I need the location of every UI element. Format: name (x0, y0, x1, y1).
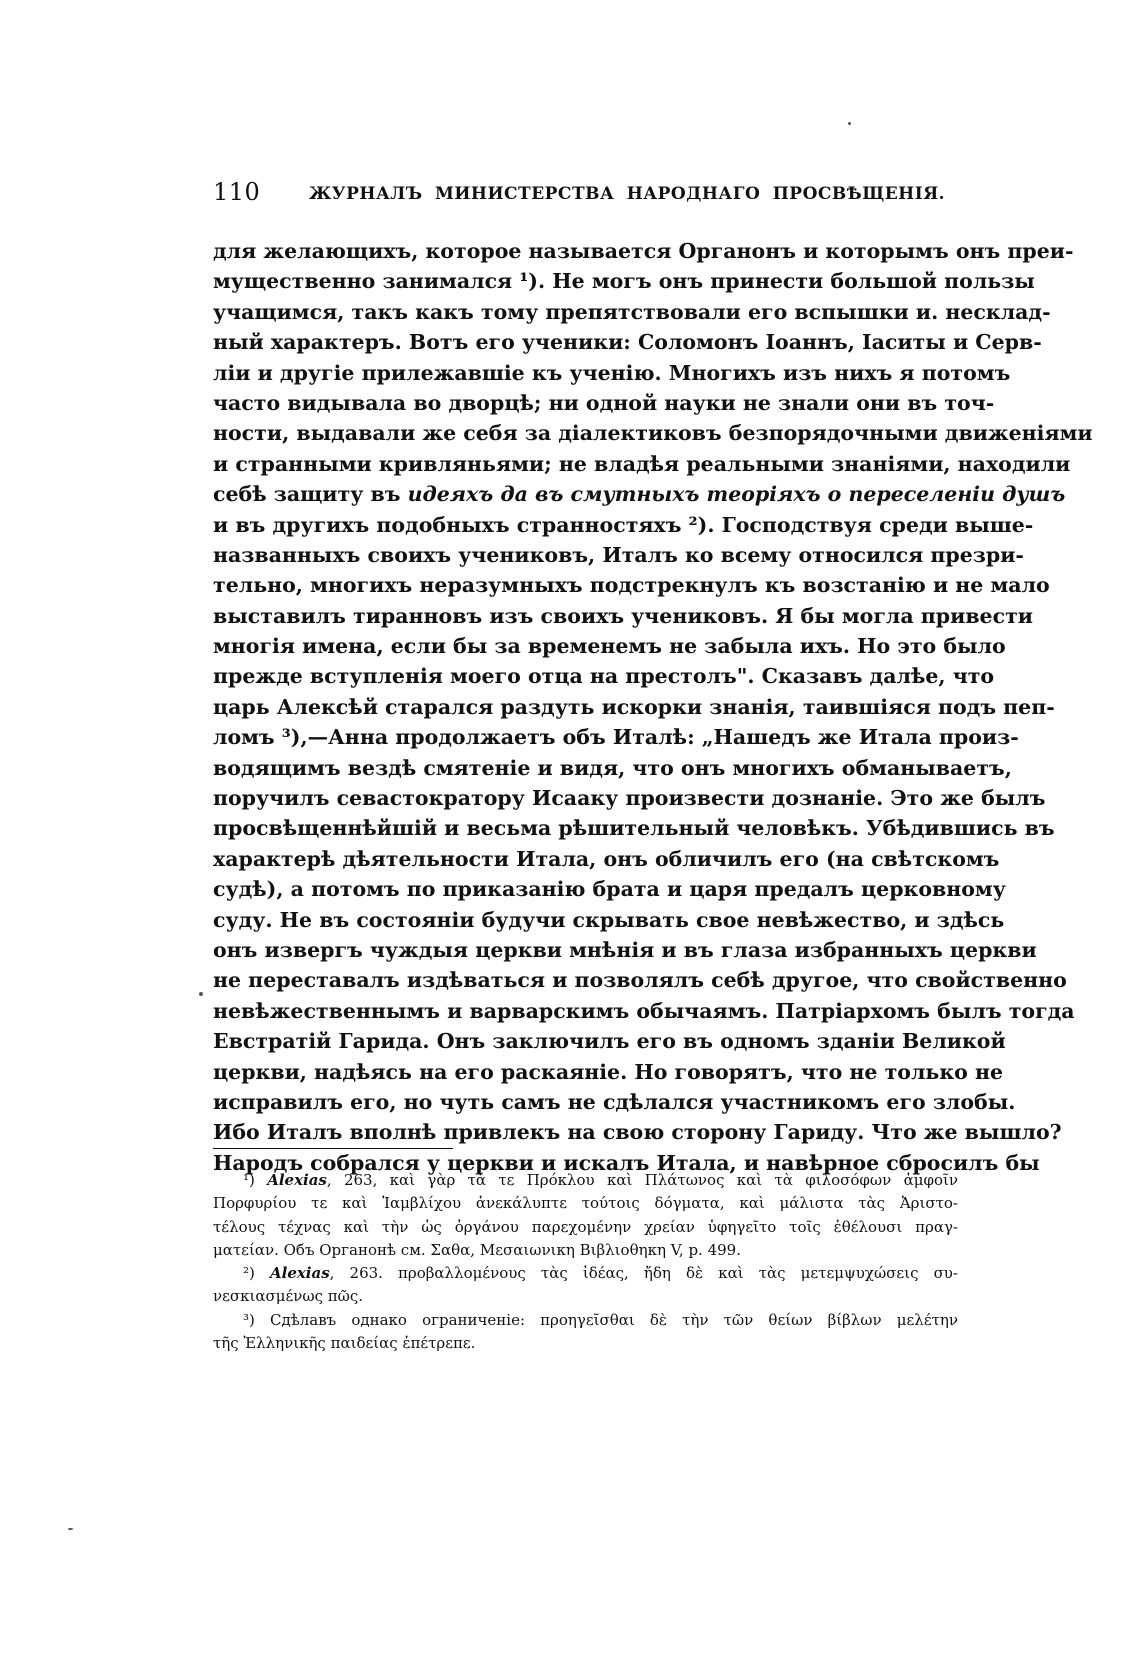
footnote-segment: , 263, καὶ γὰρ τά τε Πρόκλου καὶ Πλάτωνος καὶ τὰ φιλοσόφων ἀμφοῖν (326, 1171, 959, 1189)
text-line (213, 813, 1055, 843)
text-line (213, 601, 1033, 631)
footnote-segment: νεσκιασμένως πῶς. (213, 1287, 364, 1306)
text-line (213, 661, 995, 691)
text-segment: не переставалъ издѣваться и позволялъ себѣ другое, что свойственно (213, 968, 1067, 993)
text-line (213, 1026, 1006, 1056)
text-line (213, 844, 1000, 874)
text-segment: водящимъ вездѣ смятеніе и видя, что онъ многихъ обманываетъ, (213, 755, 1012, 780)
footnote-segment: ²) (243, 1264, 270, 1283)
text-line (213, 388, 995, 418)
text-line (213, 996, 1075, 1026)
footnote-segment: ³) Сдѣлавъ однако ограниченіе: προηγεῖσθαι δὲ τὴν τῶν θείων βίβλων μελέτην (243, 1310, 958, 1329)
footnote-segment: Alexias (267, 1171, 327, 1189)
text-segment: учащимся, такъ какъ тому препятствовали его вспышки и. несклад- (213, 299, 1051, 324)
text-line (213, 358, 1011, 388)
text-segment: Народъ собрался у церкви и искалъ Итала, и навѣрное сбросилъ бы (213, 1150, 1040, 1175)
footnote-line (213, 1332, 958, 1355)
text-line (213, 418, 1093, 448)
text-segment: прежде вступленія моего отца на престолъ". Сказавъ далѣе, что (213, 664, 995, 689)
text-line (213, 905, 1005, 935)
text-line (213, 753, 1012, 783)
text-segment: царь Алексѣй старался раздуть искорки знанія, таившіяся подъ пеп- (213, 694, 1055, 719)
footnote-segment: τῆς Ἑλληνικῆς παιδείας ἐπέτρεπε. (213, 1334, 476, 1353)
footnote-line (213, 1285, 958, 1308)
footnote-segment: , 263. προβαλλομένους τὰς ἰδέας, ἤδη δὲ καὶ τὰς μετεμψυχώσεις συ- (329, 1264, 958, 1283)
text-segment: ломъ ³),—Анна продолжаетъ объ Италѣ: „Нашедъ же Итала произ- (213, 725, 1019, 750)
text-line (213, 570, 1050, 600)
text-segment: просвѣщеннѣйшій и весьма рѣшительный человѣкъ. Убѣдившись въ (213, 816, 1055, 841)
text-line (213, 935, 1037, 965)
text-segment: поручилъ севастократору Исааку произвести дознаніе. Это же былъ (213, 786, 1046, 811)
text-line (213, 783, 1046, 813)
footnote-line (213, 1169, 958, 1192)
text-segment: характерѣ дѣятельности Итала, онъ обличилъ его (на свѣтскомъ (213, 846, 1000, 871)
footnote-line (213, 1309, 958, 1332)
scan-speck (199, 992, 203, 996)
text-line (213, 327, 1042, 357)
footnote-line (213, 1239, 958, 1262)
footnote-segment: Alexias (269, 1264, 330, 1283)
text-line (213, 1057, 1003, 1087)
footnote-line (213, 1262, 958, 1285)
text-line (213, 449, 1071, 479)
text-segment: исправилъ его, но чуть самъ не сдѣлался участникомъ его злобы. (213, 1089, 1016, 1114)
text-segment: Евстратій Гарида. Онъ заключилъ его въ одномъ зданіи Великой (213, 1029, 1006, 1054)
footnote-segment: τέλους τέχνας καὶ τὴν ὡς ὀργάνου παρεχομένην χρείαν ὑφηγεῖτο τοῖς ἐθέλουσι πραγ- (213, 1217, 958, 1236)
text-segment: многія имена, если бы за временемъ не забыла ихъ. Но это было (213, 634, 1006, 659)
footnote-segment: ματείαν. Объ Органонѣ см. Σαθα, Μεσαιωνικη Βιβλιοθηκη V, p. 499. (213, 1240, 741, 1259)
text-segment: тельно, многихъ неразумныхъ подстрекнулъ къ возстанію и не мало (213, 573, 1050, 598)
text-line (213, 266, 1035, 296)
footnote (213, 1309, 958, 1356)
text-segment: церкви, надѣясь на его раскаяніе. Но говорятъ, что не только не (213, 1059, 1003, 1084)
text-line (213, 540, 1024, 570)
footnote (213, 1169, 958, 1262)
page-number: 110 (213, 178, 261, 206)
text-segment: ліи и другіе прилежавшіе къ ученію. Многихъ изъ нихъ я потомъ (213, 360, 1011, 385)
text-segment: ный характеръ. Вотъ его ученики: Соломонъ Іоаннъ, Іаситы и Серв- (213, 330, 1042, 355)
footnote (213, 1262, 958, 1309)
text-segment: и въ другихъ подобныхъ странностяхъ ²). Господствуя среди выше- (213, 512, 1034, 537)
text-line (213, 1087, 1016, 1117)
text-segment: выставилъ тиранновъ изъ своихъ учениковъ. Я бы могла привести (213, 603, 1033, 628)
text-line (213, 631, 1006, 661)
text-segment: себѣ защиту въ (213, 482, 408, 507)
main-text (213, 236, 1093, 1178)
footnotes (213, 1169, 958, 1355)
text-line (213, 510, 1034, 540)
text-segment: для желающихъ, которое называется Органонъ и которымъ онъ преи- (213, 239, 1074, 263)
text-segment: мущественно занимался ¹). Не могъ онъ принести большой пользы (213, 269, 1035, 294)
text-segment: ности, выдавали же себя за діалектиковъ безпорядочными движеніями (213, 421, 1093, 446)
text-line (213, 965, 1067, 995)
text-line (213, 479, 1066, 509)
text-segment: названныхъ своихъ учениковъ, Италъ ко всему относился презри- (213, 542, 1024, 567)
text-line (213, 692, 1055, 722)
footnote-line (213, 1192, 958, 1215)
running-title: ЖУРНАЛЪ МИНИСТЕРСТВА НАРОДНАГО ПРОСВѢЩЕНІЯ. (309, 184, 946, 204)
text-segment: часто видывала во дворцѣ; ни одной науки не знали они въ точ- (213, 390, 995, 415)
text-segment: суду. Не въ состояніи будучи скрывать свое невѣжество, и здѣсь (213, 907, 1005, 932)
scan-speck (848, 122, 851, 125)
text-segment: идеяхъ да въ смутныхъ теоріяхъ о переселеніи душъ (407, 482, 1066, 507)
footnote-segment: Πορφυρίου τε καὶ Ἰαμβλίχου ἀνεκάλυπτε τούτοις δόγματα, καὶ μάλιστα τὰς Ἀριστο- (213, 1194, 958, 1213)
text-segment: онъ извергъ чуждыя церкви мнѣнія и въ глаза избранныхъ церкви (213, 937, 1037, 962)
text-line (213, 874, 1006, 904)
footnote-divider (213, 1148, 453, 1149)
footnote-line (213, 1216, 958, 1239)
scan-speck (68, 1528, 73, 1530)
text-line (213, 1117, 1062, 1147)
text-segment: Ибо Италъ вполнѣ привлекъ на свою сторону Гариду. Что же вышло? (213, 1120, 1062, 1145)
footnote-segment: ¹) (243, 1171, 268, 1189)
page-header (213, 178, 958, 212)
text-segment: невѣжественнымъ и варварскимъ обычаямъ. Патріархомъ былъ тогда (213, 998, 1075, 1023)
text-segment: судѣ), а потомъ по приказанію брата и царя предалъ церковному (213, 877, 1006, 902)
text-line (213, 297, 1051, 327)
text-line (213, 236, 1074, 266)
text-line (213, 722, 1019, 752)
text-segment: и странными кривляньями; не владѣя реальными знаніями, находили (213, 451, 1071, 476)
